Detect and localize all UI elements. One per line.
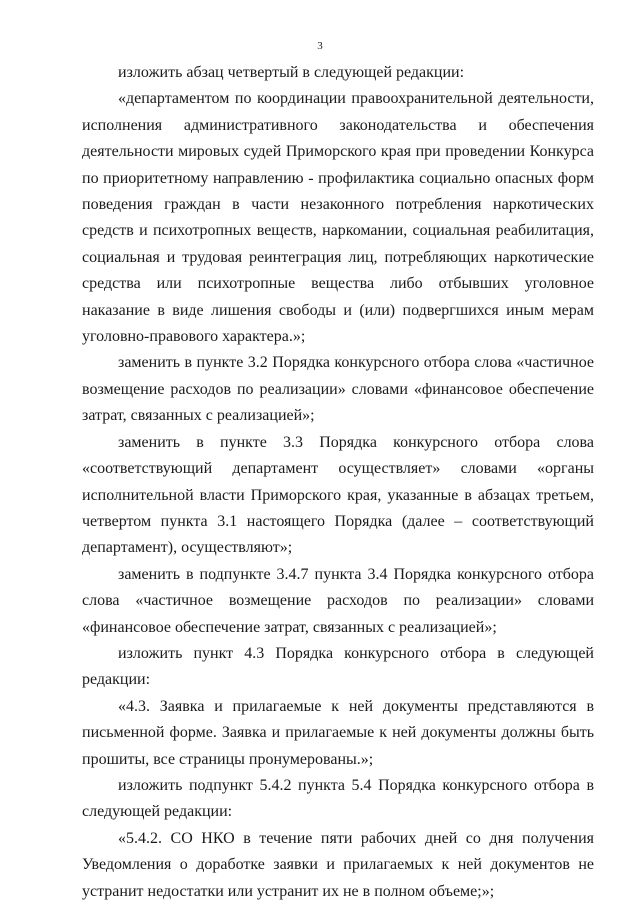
paragraph-instruction-abzac: изложить абзац четвертый в следующей редакции: [118,64,465,81]
paragraph-instruction-3-2: заменить в пункте 3.2 Порядка конкурсного отбора слова «частичное возмещение расходов по реализации» словами «финансовое обеспечение затрат, связанных с реализацией»; [82,354,594,425]
document-body [82,60,594,905]
paragraph-instruction-3-4-7: заменить в подпункте 3.4.7 пункта 3.4 Порядка конкурсного отбора слова «частичное возмещение расходов по реализации» словами «финансовое обеспечение затрат, связанных с реализацией»; [82,565,594,636]
paragraph-instruction-5-4-2: изложить подпункт 5.4.2 пункта 5.4 Порядка конкурсного отбора в следующей редакции: [82,776,594,821]
paragraph-instruction-3-3: заменить в пункте 3.3 Порядка конкурсного отбора слова «соответствующий департамент осуществляет» словами «органы исполнительной власти Приморского края, указанные в абзацах третьем, четвертом пункта 3.1 настоящего Порядка (далее – соответствующий департамент), осуществляют»; [82,433,594,557]
paragraph-quoted-department: «департаментом по координации правоохранительной деятельности, исполнения административного законодательства и обеспечения деятельности мировых судей Приморского края при проведении Конкурса по приоритетному направлению - профилактика социально опасных форм поведения граждан в части незаконного потребления наркотических средств и психотропных веществ, наркомании, социальная реабилитация, социальная и трудовая реинтеграция лиц, потребляющих наркотические средства или психотропные вещества либо отбывших уголовное наказание в виде лишения свободы и (или) подвергшихся иным мерам уголовно-правового характера.»; [82,90,594,346]
paragraph-quoted-4-3: «4.3. Заявка и прилагаемые к ней документы представляются в письменной форме. Заявка и прилагаемые к ней документы должны быть прошиты, все страницы пронумерованы.»; [82,697,594,768]
paragraph-instruction-4-3: изложить пункт 4.3 Порядка конкурсного отбора в следующей редакции: [82,644,594,689]
page-number: 3 [317,40,323,52]
paragraph-quoted-5-4-2: «5.4.2. СО НКО в течение пяти рабочих дней со дня получения Уведомления о доработке заявки и прилагаемых к ней документов не устранит недостатки или устранит их не в полном объеме;»; [82,829,594,900]
